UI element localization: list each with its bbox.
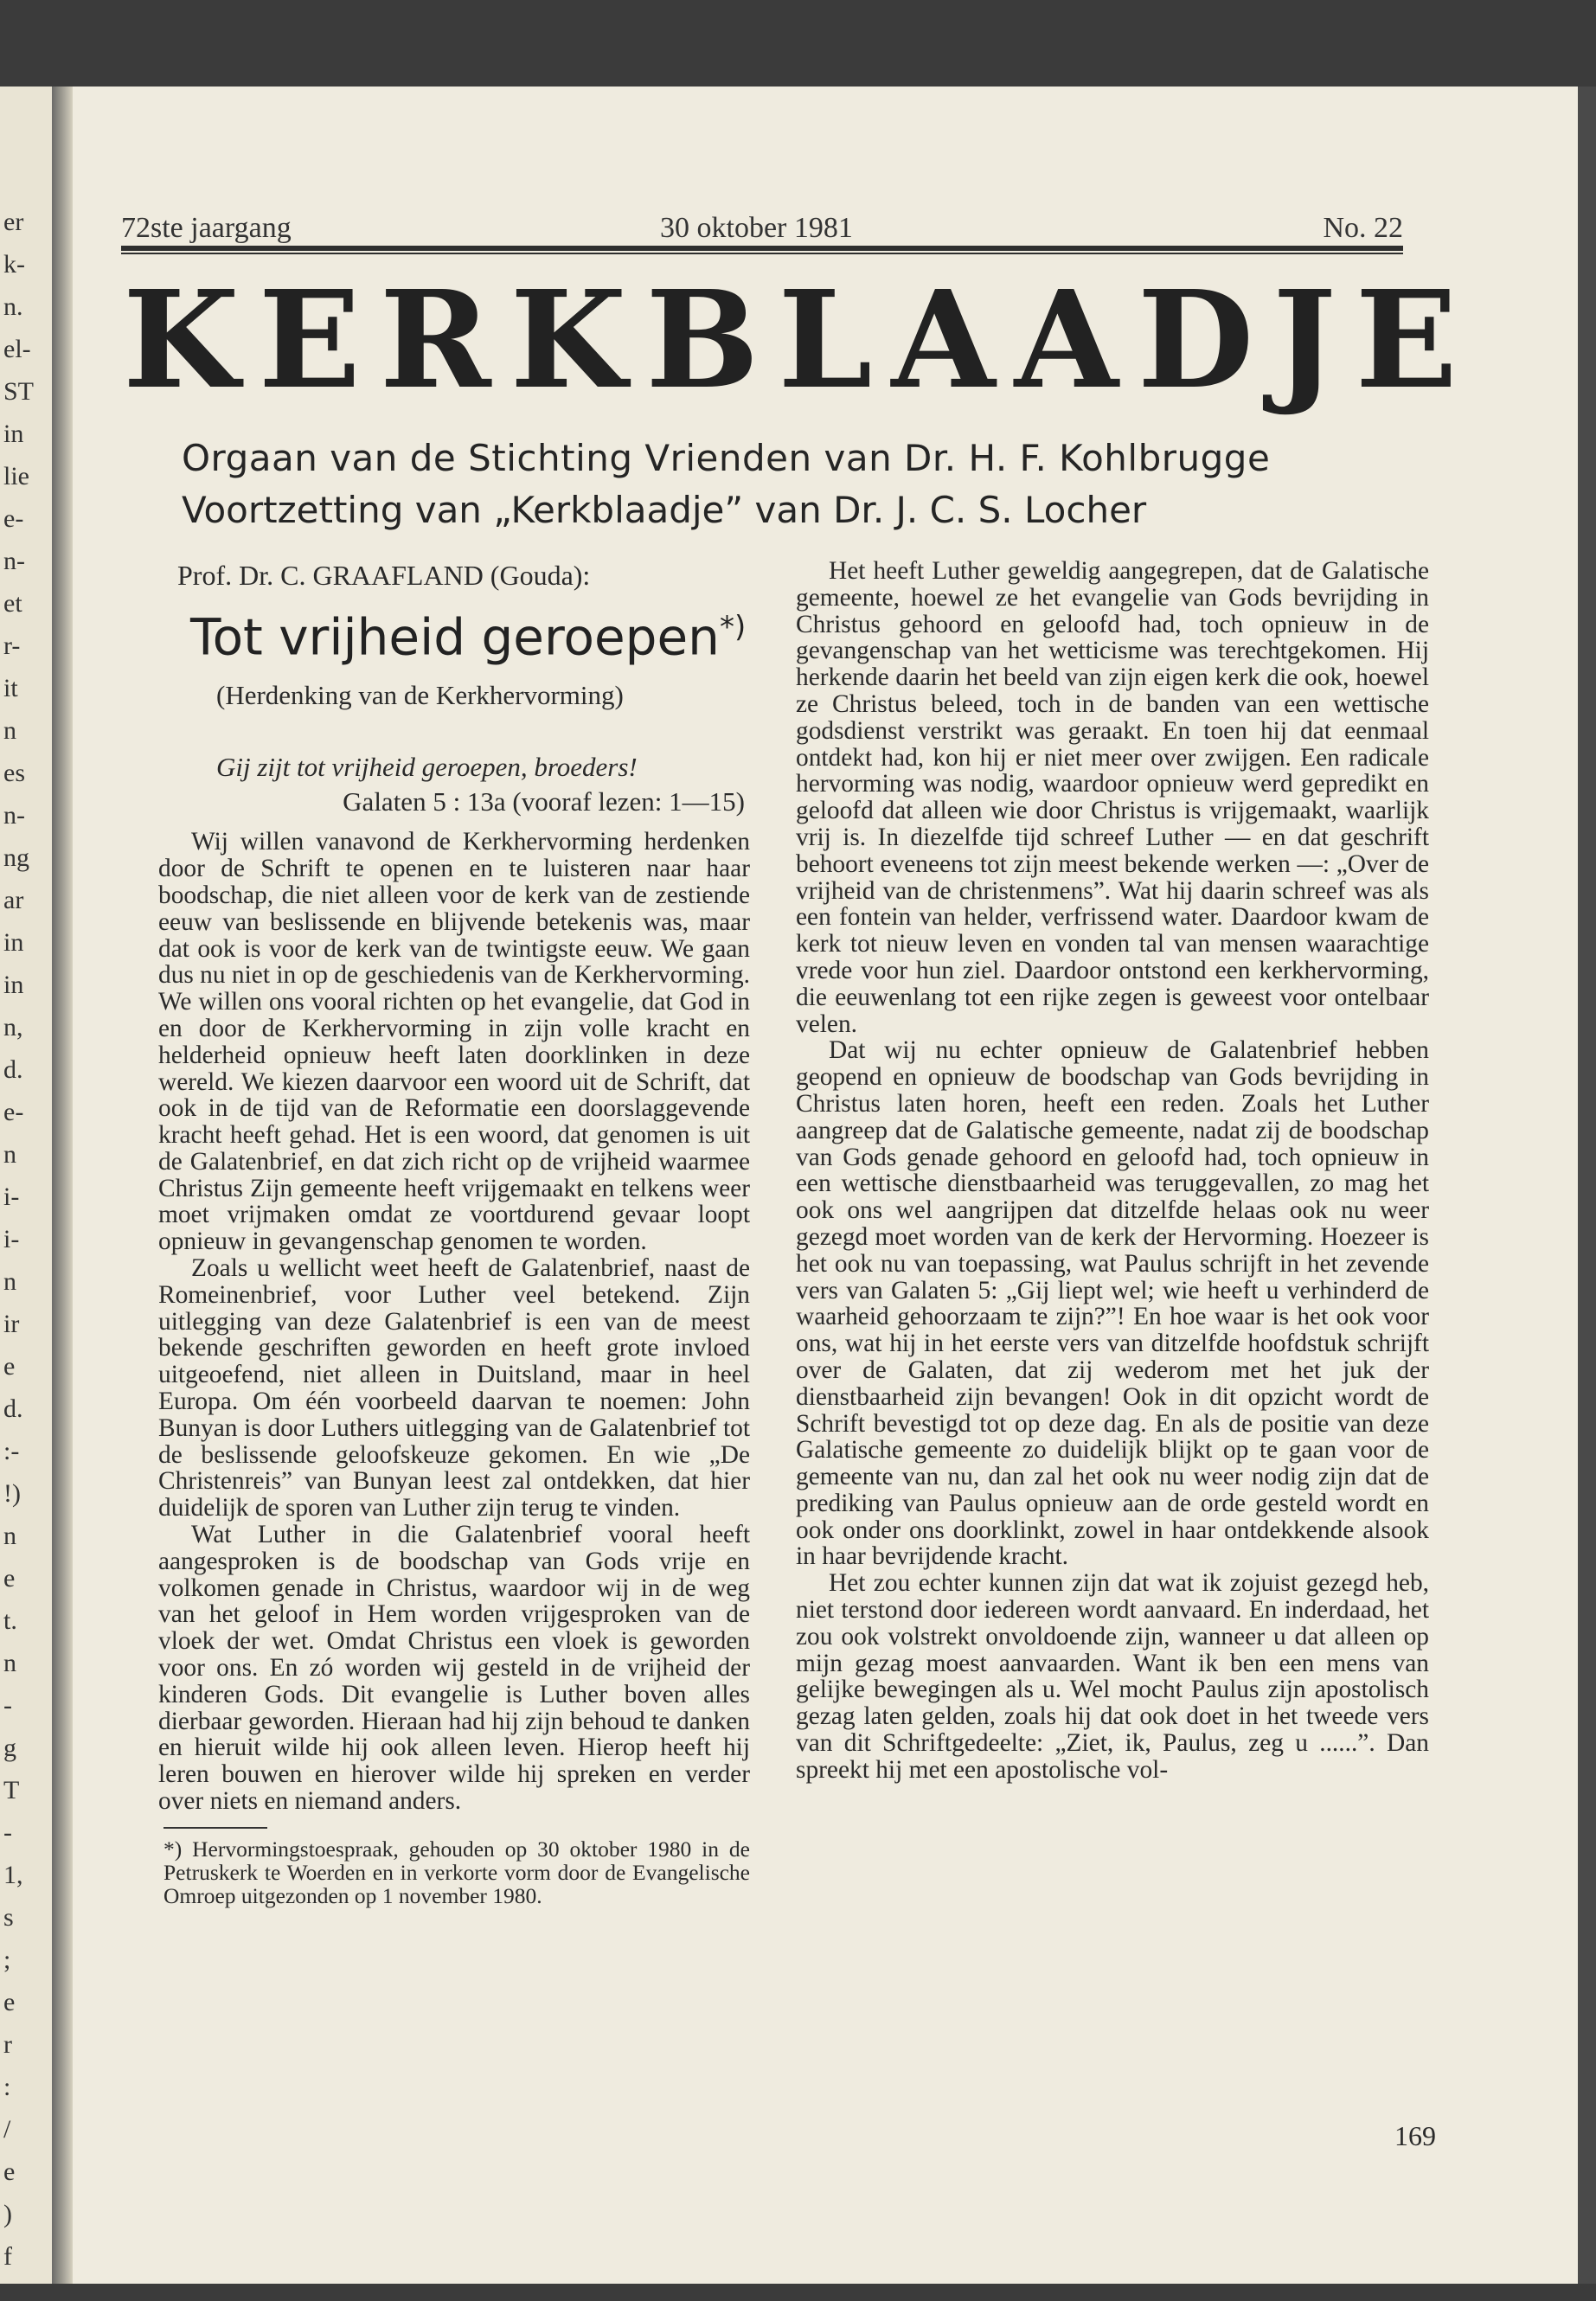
paragraph: Het zou echter kunnen zijn dat wat ik zojuist gezegd heb, niet terstond door iedereen wordt aanvaard. En inderdaad, het zou ook volstrekt onvoldoende zijn, wanneer u dat alleen op mijn gezag moest aanvaarden. Want ik ben een mens van gelijke bewegingen als u. Wel mocht Paulus zijn apostolisch gezag laten gelden, zoals hij dat ook doet in het tweede vers van dit Schriftgedeelte: „Ziet, ik, Paulus, zeg u ......”. Dan spreekt hij met een apostolische vol- (796, 1569, 1429, 1784)
header-rule (121, 246, 1403, 251)
previous-page-fragment: n (3, 1522, 16, 1550)
masthead-continuation: Voortzetting van „Kerkblaadje” van Dr. J. C. S. Locher (182, 489, 1147, 531)
article-author: Prof. Dr. C. GRAAFLAND (Gouda): (177, 560, 591, 591)
previous-page-fragment: n, (3, 1013, 23, 1042)
left-column (125, 558, 750, 1907)
previous-page-fragment: n (3, 1140, 16, 1169)
previous-page-fragment: - (3, 1818, 12, 1847)
previous-page-fragment: r- (3, 631, 21, 660)
previous-page-fragment: T (3, 1776, 20, 1804)
previous-page-fragment: e (3, 1988, 16, 2016)
previous-page-fragment: in (3, 420, 24, 448)
previous-page-fragment: !) (3, 1479, 21, 1508)
article-title (190, 598, 750, 666)
issue-date: 30 oktober 1981 (660, 212, 853, 244)
previous-page-fragment: ) (3, 2200, 12, 2228)
article-title-text: Tot vrijheid geroepen (190, 607, 720, 667)
previous-page-fragment: n. (3, 292, 23, 321)
volume-label: 72ste jaargang (121, 212, 292, 244)
page-number: 169 (1394, 2120, 1436, 2151)
previous-page-fragment: e (3, 2157, 16, 2186)
previous-page-fragment: es (3, 759, 25, 787)
footnote: *) Hervormingstoespraak, gehouden op 30 oktober 1980 in de Petruskerk te Woerden en in verkorte vorm door de Evangelische Omroep uitgezonden op 1 november 1980. (163, 1836, 750, 1908)
previous-page-fragment: ar (3, 886, 24, 914)
article-subtitle: (Herdenking van de Kerkhervorming) (216, 680, 624, 711)
previous-page-fragment: n (3, 1267, 16, 1296)
previous-page-fragment: / (3, 2115, 11, 2144)
book-spine (52, 87, 73, 2284)
previous-page-fragment: er (3, 208, 24, 236)
previous-page-fragment: n (3, 716, 16, 745)
paragraph: Wat Luther in die Galatenbrief vooral heeft aangesproken is de boodschap van Gods vrije en volkomen genade in Christus, waardoor wij in de weg van het geloof in Hem worden vrijgesproken van de vloek der wet. Omdat Christus een vloek is geworden voor ons. En zó worden wij gesteld in de vrijheid der kinderen Gods. Dit evangelie is Luther boven alles dierbaar geworden. Hieraan had hij zijn behoud te danken en hieruit wilde hij ook alleen leven. Hierop heeft hij leren bouwen en hierover wilde hij spreken en verder over niets en niemand anders. (158, 1521, 750, 1816)
previous-page-fragment: f (3, 2242, 12, 2271)
binding-edge (1578, 87, 1596, 2284)
previous-page-fragment: n- (3, 547, 25, 575)
previous-page-fragment: s (3, 1903, 14, 1932)
header-rule-thin (121, 253, 1403, 254)
previous-page-fragment: 1, (3, 1861, 23, 1889)
previous-page-fragment: et (3, 589, 22, 618)
previous-page-fragment: lie (3, 462, 29, 490)
previous-page-fragment: d. (3, 1055, 23, 1084)
previous-page-fragment: g (3, 1734, 16, 1762)
previous-page-fragment: k- (3, 250, 25, 279)
running-header (121, 212, 1403, 247)
footnote-mark: *) (719, 610, 747, 644)
previous-page-fragment: n (3, 1649, 16, 1677)
footnote-rule (163, 1827, 267, 1829)
scripture-motto: Gij zijt tot vrijheid geroepen, broeders! (216, 752, 638, 783)
previous-page-fragment: :- (3, 1437, 20, 1465)
previous-page-fragment: e (3, 1564, 16, 1593)
right-column (796, 558, 1429, 1784)
previous-page-fragment: in (3, 928, 24, 957)
paragraph: Dat wij nu echter opnieuw de Galatenbrief hebben geopend en opnieuw de boodschap van Gods bevrijding in Christus laten horen, heeft een reden. Zoals het Luther aangreep dat de Galatische gemeente, nadat zij de boodschap van Gods genade gehoord en geloofd had, toch opnieuw in een wettische dienstbaarheid was teruggevallen, zo mag het ook ons wel aangrijpen dat ditzelfde helaas ook nu weer gezegd moet worden van de kerk der Hervorming. Hoezeer is het ook nu van toepassing, wat Paulus schrijft in het zevende vers van Galaten 5: „Gij liept wel; wie heeft u verhinderd de waarheid gehoorzaam te zijn?”! En hoe waar is het ook voor ons, wat hij in het eerste vers van ditzelfde hoofdstuk schrijft over de Galaten, dat zij wederom met het juk der dienstbaarheid zijn bevangen! Ook in dit opzicht wordt de Schrift bevestigd tot op deze dag. En als de positie van deze Galatische gemeente zo duidelijk blijkt op te gaan voor de gemeente van nu, dan zal het ook nu weer nodig zijn dat de prediking van Paulus opnieuw aan de orde gesteld wordt en ook onder ons doorklinkt, zowel in haar ontdekkende alsook in haar bevrijdende kracht. (796, 1036, 1429, 1571)
previous-page-fragment: it (3, 674, 18, 702)
previous-page-fragment: n- (3, 801, 25, 830)
masthead-title: KERKBLAADJE (123, 260, 1477, 419)
previous-page-fragment: in (3, 971, 24, 999)
paragraph: Het heeft Luther geweldig aangegrepen, dat de Galatische gemeente, hoewel ze het evangelie van Gods bevrijding in Christus gehoord en geloofd had, toch opnieuw in de gevangenschap van het wetticisme was terechtgekomen. Hij herkende daarin het beeld van zijn eigen kerk die ook, hoewel ze Christus beleed, toch in de banden van een wettische godsdienst verstrikt was geraakt. En toen hij dat eenmaal ontdekt had, kon hij er niet meer over zwijgen. Een radicale hervorming was nodig, waardoor opnieuw werd gepredikt en geloofd dat alleen wie door Christus is vrijgemaakt, waarlijk vrij is. In diezelfde tijd schreef Luther — en dat geschrift behoort eveneens tot zijn meest bekende werken —: „Over de vrijheid van de christenmens”. Wat hij daarin schreef was als een fontein van helder, verfrissend water. Daardoor kwam de kerk tot nieuw leven en vonden tal van mensen waarachtige vrede voor hun ziel. Daardoor ontstond een kerkhervorming, die eeuwenlang tot een rijke zegen is geweest voor ontelbaar velen. (796, 557, 1429, 1038)
previous-page-fragment: el- (3, 335, 31, 363)
paragraph: Zoals u wellicht weet heeft de Galatenbrief, naast de Romeinenbrief, voor Luther veel betekend. Zijn uitlegging van deze Galatenbrief is een van de meest bekende geschriften geworden en heeft grote invloed uitgeoefend, niet alleen in Duitsland, maar in heel Europa. Om één voorbeeld daarvan te noemen: John Bunyan is door Luthers uitlegging van de Galatenbrief tot de beslissende geloofskeuze gekomen. En wie „De Christenreis” van Bunyan leest zal ontdekken, dat hier duidelijk de sporen van Luther zijn terug te vinden. (158, 1254, 750, 1522)
previous-page-fragment: ST (3, 377, 35, 406)
previous-page-fragment: ng (3, 843, 29, 872)
previous-page-fragment: r (3, 2030, 12, 2059)
previous-page-fragment: i- (3, 1225, 20, 1253)
previous-page-fragment: ir (3, 1310, 20, 1338)
previous-page-fragment: d. (3, 1394, 23, 1423)
previous-page-fragment: - (3, 1691, 12, 1720)
previous-page-fragment: i- (3, 1183, 20, 1211)
previous-page-fragment: : (3, 2073, 11, 2101)
previous-page-fragment: e- (3, 504, 24, 533)
issue-number: No. 22 (1323, 212, 1403, 244)
previous-page-fragment: e- (3, 1098, 24, 1126)
scripture-reference: Galaten 5 : 13a (vooraf lezen: 1—15) (343, 786, 745, 817)
previous-page-edge (0, 87, 52, 2284)
paragraph: Wij willen vanavond de Kerkhervorming herdenken door de Schrift te openen en te luisteren naar haar boodschap, die niet alleen voor de kerk van de zestiende eeuw van beslissende en blijvende betekenis was, maar dat ook is voor de kerk van de twintigste eeuw. We gaan dus nu niet in op de geschiedenis van de Kerkhervorming. We willen ons vooral richten op het evangelie, dat God in en door de Kerkhervorming in zijn volle kracht en helderheid opnieuw heeft laten doorklinken in deze wereld. We kiezen daarvoor een woord uit de Schrift, dat ook in de tijd van de Reformatie een doorslaggevende kracht heeft gehad. Het is een woord, dat genomen is uit de Galatenbrief, en dat zich richt op de vrijheid waarmee Christus Zijn gemeente heeft vrijgemaakt en telkens weer moet vrijmaken omdat ze voortdurend gevaar loopt opnieuw in gevangenschap genomen te worden. (158, 828, 750, 1256)
previous-page-fragment: t. (3, 1606, 17, 1635)
masthead-subtitle: Orgaan van de Stichting Vrienden van Dr. H. F. Kohlbrugge (182, 437, 1271, 479)
previous-page-fragment: ; (3, 1945, 11, 1974)
previous-page-fragment: e (3, 1352, 16, 1381)
